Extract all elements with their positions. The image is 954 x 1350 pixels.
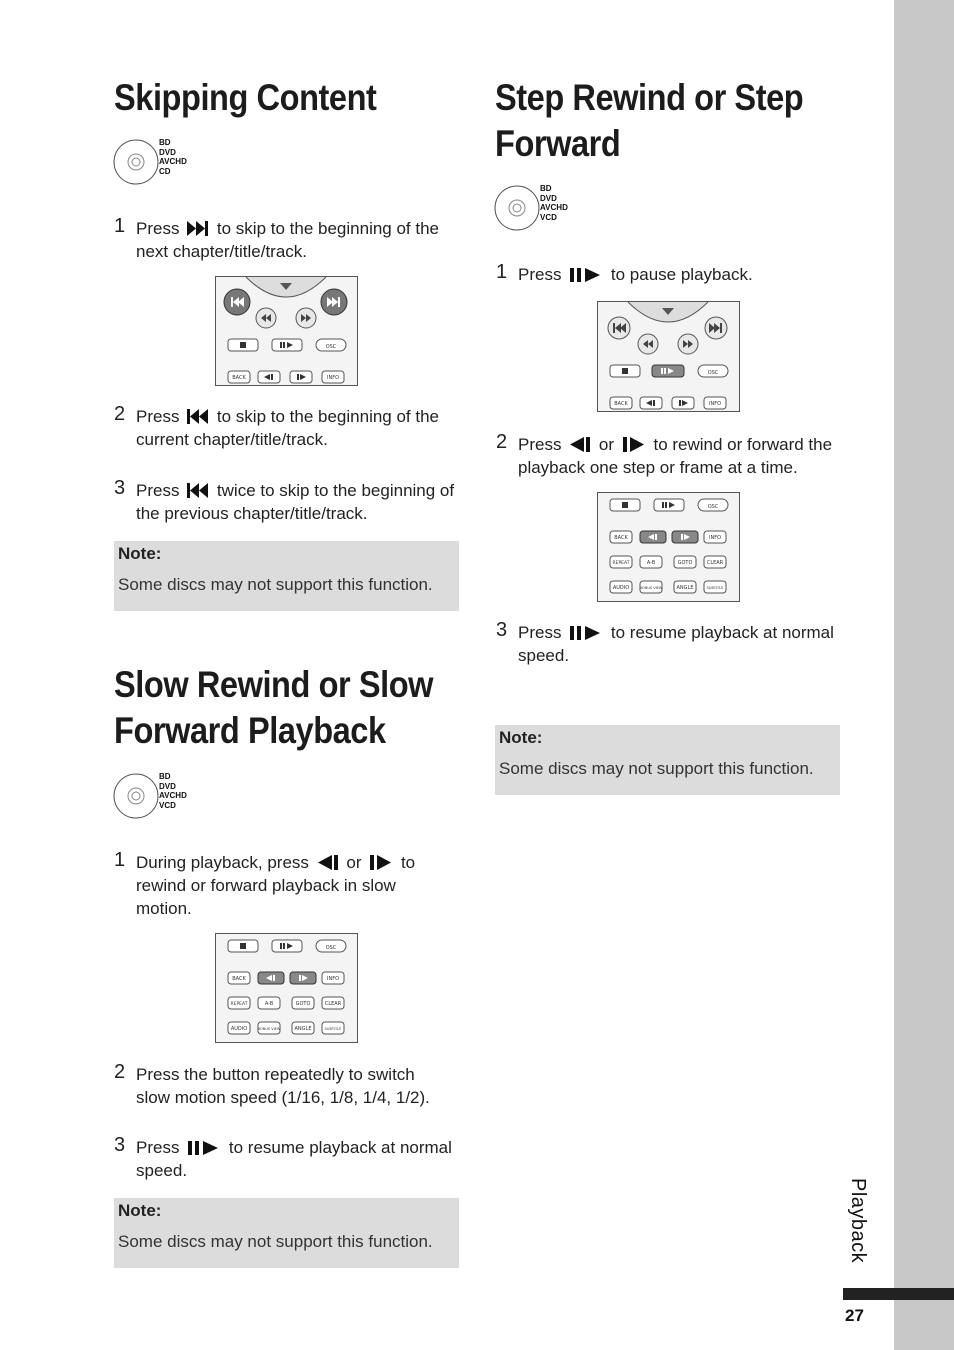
remote-label-goto: GOTO — [295, 1001, 311, 1007]
remote-label-back: BACK — [232, 375, 246, 381]
note-body: Some discs may not support this function. — [118, 575, 433, 594]
remote-label-clear: CLEAR — [324, 1001, 342, 1007]
title-line: Slow Rewind or Slow — [114, 664, 434, 705]
step-text: Press — [518, 265, 567, 284]
page-number-bar — [843, 1288, 954, 1300]
step-number: 1 — [496, 261, 508, 283]
remote-label-bonus: BONUS VIEW — [257, 1027, 281, 1031]
disc-label: BD — [159, 772, 171, 781]
remote-label-osc: OSC — [325, 344, 337, 350]
remote-label-back: BACK — [232, 976, 246, 982]
remote-label-info: INFO — [326, 375, 340, 381]
remote-illustration-skip — [215, 276, 358, 386]
step-text: Press — [136, 219, 185, 238]
slow-step-2 — [114, 1061, 430, 1109]
remote-label-clear: CLEAR — [706, 560, 724, 566]
step-step-3 — [496, 619, 834, 667]
remote-label-repeat: REPEAT — [612, 561, 630, 566]
step-text: During playback, press — [136, 853, 314, 872]
disc-label: BD — [540, 184, 552, 193]
step-text: the previous chapter/title/track. — [136, 504, 368, 523]
step-number: 3 — [114, 477, 126, 499]
step-number: 2 — [496, 431, 508, 453]
remote-illustration-slow — [215, 933, 358, 1043]
step-text: speed. — [518, 646, 570, 665]
section-title-slow — [114, 662, 433, 754]
remote-label-osc: OSC — [707, 504, 719, 510]
step-forward-icon — [621, 436, 647, 453]
play-pause-icon — [568, 624, 604, 641]
remote-label-repeat: REPEAT — [230, 1002, 248, 1007]
remote-label-ab: A-B — [646, 560, 656, 566]
remote-label-subtitle: SUBTITLE — [706, 586, 724, 590]
remote-label-angle: ANGLE — [294, 1026, 312, 1032]
step-number: 1 — [114, 215, 126, 237]
remote-label-bonus: BONUS VIEW — [639, 586, 663, 590]
disc-icon — [494, 184, 542, 232]
step-text: to resume playback at normal — [606, 623, 834, 642]
disc-label: AVCHD — [159, 157, 187, 166]
skip-prev-icon — [186, 482, 210, 499]
disc-label: AVCHD — [159, 791, 187, 800]
step-text: motion. — [136, 899, 192, 918]
step-text: to pause playback. — [606, 265, 753, 284]
step-text: playback one step or frame at a time. — [518, 458, 798, 477]
remote-label-info: INFO — [326, 976, 340, 982]
step-text: to rewind or forward the — [648, 435, 833, 454]
step-text: rewind or forward playback in slow — [136, 876, 396, 895]
step-number: 2 — [114, 1061, 126, 1083]
skipping-step-3 — [114, 477, 455, 525]
note-box-slow — [114, 1198, 459, 1268]
play-pause-icon — [568, 266, 604, 283]
step-text: slow motion speed (1/16, 1/8, 1/4, 1/2). — [136, 1088, 430, 1107]
remote-label-angle: ANGLE — [676, 585, 694, 591]
remote-label-back: BACK — [614, 535, 628, 541]
disc-compat-skipping — [113, 138, 213, 188]
note-title: Note: — [499, 728, 543, 747]
remote-label-audio: AUDIO — [230, 1026, 248, 1032]
step-forward-icon — [368, 854, 394, 871]
note-title: Note: — [118, 1201, 162, 1220]
disc-label: VCD — [540, 212, 557, 222]
step-number: 1 — [114, 849, 126, 871]
sidebar-tab — [894, 0, 954, 1350]
disc-compat-step — [494, 184, 594, 234]
step-number: 2 — [114, 403, 126, 425]
step-number: 3 — [496, 619, 508, 641]
disc-label: AVCHD — [540, 203, 568, 212]
step-step-2 — [496, 431, 833, 479]
step-text: or — [594, 435, 619, 454]
section-title-step — [495, 75, 803, 167]
step-number: 3 — [114, 1134, 126, 1156]
step-back-icon — [568, 436, 592, 453]
step-text: to resume playback at normal — [224, 1138, 452, 1157]
step-text: to skip to the beginning of the — [212, 407, 440, 426]
title-line: Step Rewind or Step — [495, 77, 804, 118]
note-box-skipping — [114, 541, 459, 611]
skipping-step-1 — [114, 215, 440, 263]
step-text: Press — [136, 407, 185, 426]
step-text: Press — [518, 623, 567, 642]
step-text: twice to skip to the beginning of — [212, 481, 455, 500]
disc-label: VCD — [159, 800, 176, 810]
remote-label-back: BACK — [614, 401, 628, 407]
disc-label: DVD — [159, 781, 176, 791]
remote-label-subtitle: SUBTITLE — [324, 1027, 342, 1031]
skipping-step-2 — [114, 403, 440, 451]
page-number: 27 — [845, 1306, 864, 1325]
disc-icon — [113, 138, 161, 186]
step-text: speed. — [136, 1161, 188, 1180]
title-line: Forward — [495, 123, 621, 164]
disc-label: BD — [159, 138, 171, 147]
remote-label-osc: OSC — [325, 945, 337, 951]
step-text: Press the button repeatedly to switch — [136, 1065, 415, 1084]
remote-label-ab: A-B — [264, 1001, 274, 1007]
remote-label-info: INFO — [708, 535, 722, 541]
sidebar-label: Playback — [847, 1178, 869, 1264]
step-text: to — [400, 853, 416, 872]
remote-label-goto: GOTO — [677, 560, 693, 566]
step-text: Press — [136, 1138, 185, 1157]
step-text: Press — [518, 435, 567, 454]
disc-compat-slow — [113, 772, 213, 822]
remote-label-info: INFO — [708, 401, 722, 407]
play-pause-icon — [186, 1139, 222, 1156]
slow-step-1 — [114, 849, 416, 920]
skip-next-icon — [186, 220, 210, 237]
disc-icon — [113, 772, 161, 820]
note-box-step — [495, 725, 840, 795]
step-text: next chapter/title/track. — [136, 242, 308, 261]
note-body: Some discs may not support this function. — [499, 759, 814, 778]
section-title-skipping: Skipping Content — [114, 77, 377, 118]
skip-prev-icon — [186, 408, 210, 425]
step-step-1 — [496, 261, 753, 286]
remote-label-osc: OSC — [707, 370, 719, 376]
step-text: to skip to the beginning of the — [212, 219, 440, 238]
disc-label: DVD — [540, 193, 557, 203]
remote-illustration-step — [597, 492, 740, 602]
note-body: Some discs may not support this function. — [118, 1232, 433, 1251]
step-text: or — [341, 853, 367, 872]
step-back-icon — [316, 854, 340, 871]
step-text: Press — [136, 481, 185, 500]
slow-step-3 — [114, 1134, 452, 1182]
disc-label: CD — [159, 166, 171, 176]
remote-label-audio: AUDIO — [612, 585, 630, 591]
step-text: current chapter/title/track. — [136, 430, 328, 449]
disc-label: DVD — [159, 147, 176, 157]
note-title: Note: — [118, 544, 162, 563]
remote-illustration-pause — [597, 301, 740, 412]
title-line: Forward Playback — [114, 710, 386, 751]
